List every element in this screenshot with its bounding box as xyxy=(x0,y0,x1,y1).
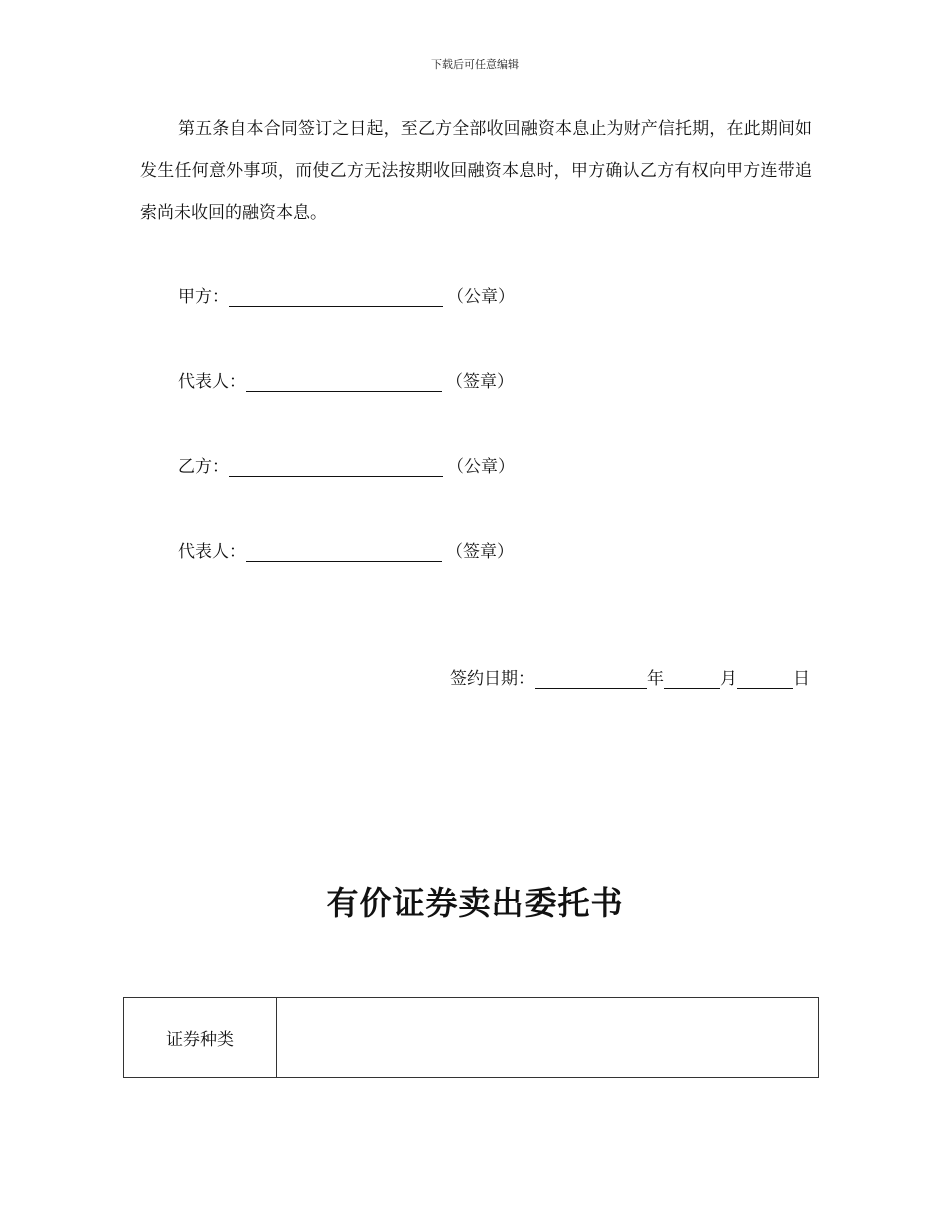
day-blank[interactable] xyxy=(737,668,793,689)
signature-party-a xyxy=(178,282,515,307)
securities-form-table xyxy=(123,997,819,1078)
securities-type-value[interactable] xyxy=(277,998,819,1078)
signature-label: 代表人： xyxy=(178,372,246,392)
signature-label: 甲方： xyxy=(178,287,229,307)
day-label: 日 xyxy=(793,669,810,689)
document-title: 有价证券卖出委托书 xyxy=(326,884,624,922)
table-row xyxy=(124,998,819,1078)
signature-label: 代表人： xyxy=(178,542,246,562)
signature-suffix: （签章） xyxy=(446,542,514,562)
signature-blank[interactable] xyxy=(246,371,442,392)
month-label: 月 xyxy=(720,669,737,689)
signature-blank[interactable] xyxy=(229,456,443,477)
securities-type-label: 证券种类 xyxy=(124,998,277,1078)
date-label: 签约日期： xyxy=(450,669,535,689)
signature-blank[interactable] xyxy=(246,541,442,562)
signature-party-b xyxy=(178,452,515,477)
signature-blank[interactable] xyxy=(229,286,443,307)
header-note: 下载后可任意编辑 xyxy=(431,58,519,71)
signature-suffix: （公章） xyxy=(447,287,515,307)
year-label: 年 xyxy=(647,669,664,689)
article-paragraph: 第五条自本合同签订之日起，至乙方全部收回融资本息止为财产信托期，在此期间如发生任何意外事项，而使乙方无法按期收回融资本息时，甲方确认乙方有权向甲方连带追索尚未收回的融资本息。 xyxy=(140,119,812,223)
signature-label: 乙方： xyxy=(178,457,229,477)
signature-suffix: （签章） xyxy=(446,372,514,392)
signature-representative-b xyxy=(178,537,514,562)
month-blank[interactable] xyxy=(664,668,720,689)
signing-date-line xyxy=(450,664,810,689)
signature-representative-a xyxy=(178,367,514,392)
year-blank[interactable] xyxy=(535,668,647,689)
signature-suffix: （公章） xyxy=(447,457,515,477)
